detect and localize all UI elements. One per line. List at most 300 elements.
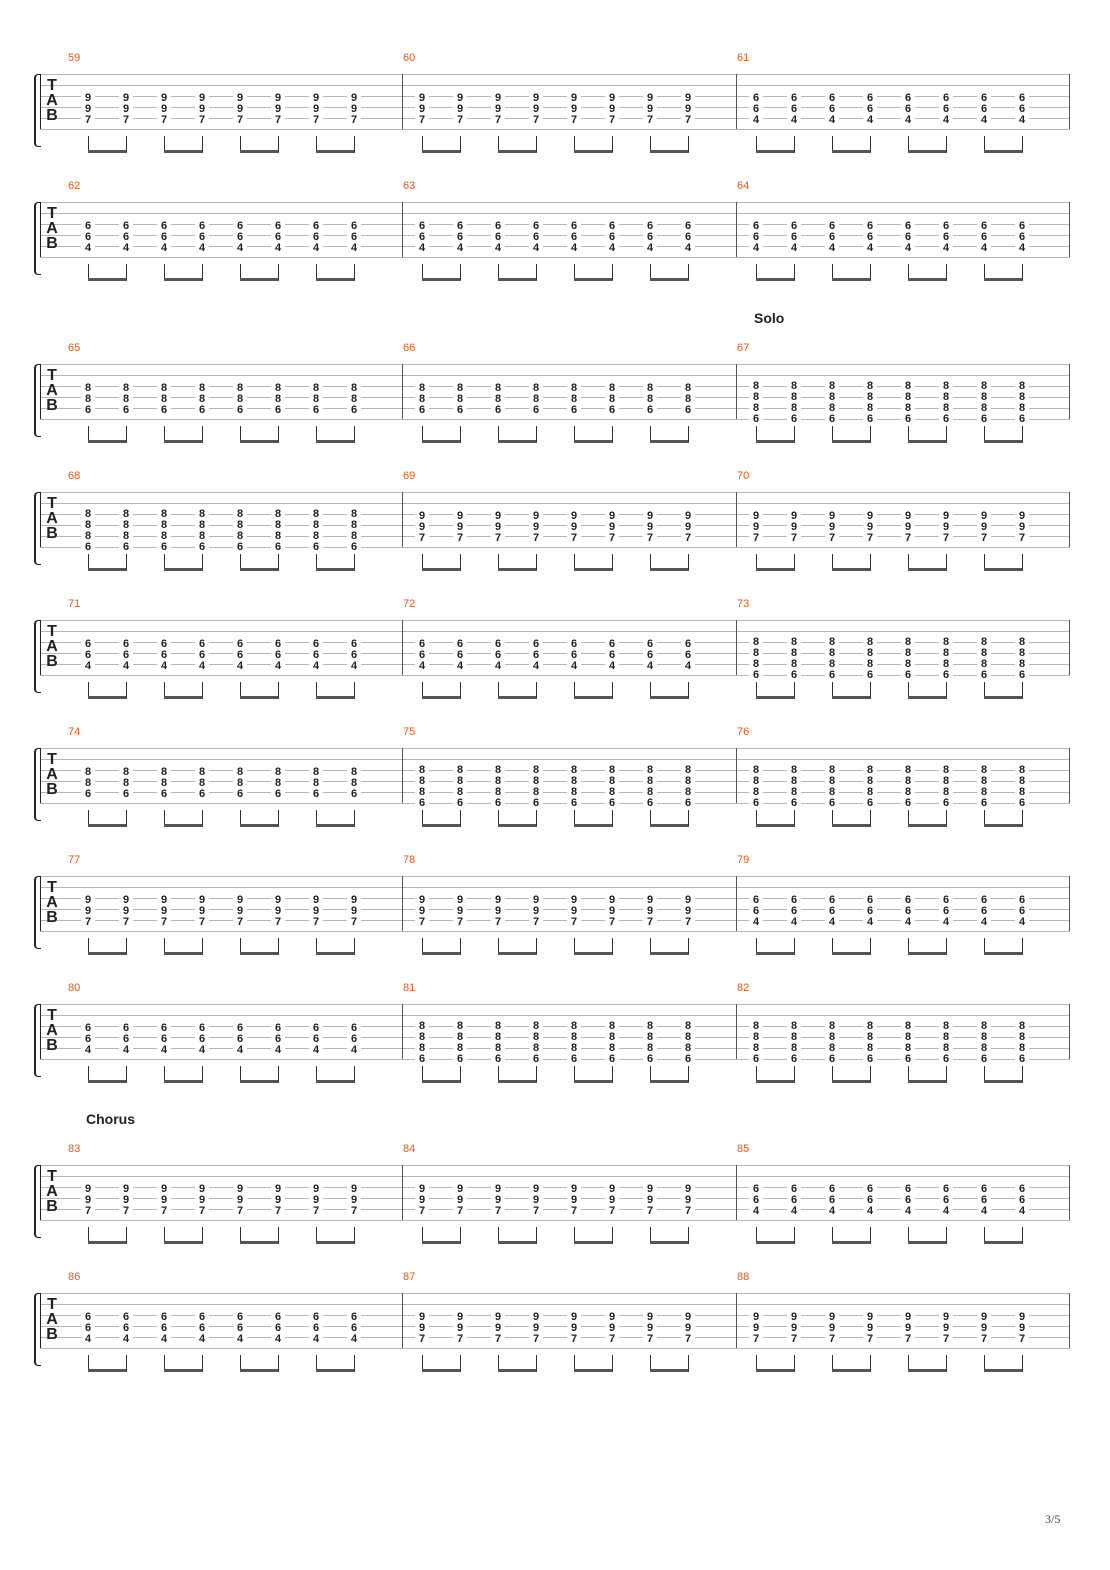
fret-number: 9 xyxy=(415,1184,429,1195)
fret-number: 7 xyxy=(81,1206,95,1217)
eighth-beam xyxy=(88,952,127,955)
fret-number: 6 xyxy=(1015,1184,1029,1195)
fret-number: 9 xyxy=(529,906,543,917)
fret-number: 7 xyxy=(233,1206,247,1217)
measure-number: 62 xyxy=(68,180,81,192)
fret-number: 8 xyxy=(939,392,953,403)
fret-number: 6 xyxy=(749,798,763,809)
fret-number: 4 xyxy=(863,917,877,928)
fret-number: 9 xyxy=(977,1323,991,1334)
fret-number: 8 xyxy=(825,403,839,414)
eighth-beam xyxy=(832,824,871,827)
fret-number: 9 xyxy=(157,1184,171,1195)
eighth-beam xyxy=(832,696,871,699)
fret-number: 6 xyxy=(825,906,839,917)
note-stem xyxy=(946,1355,947,1371)
measure-number: 81 xyxy=(403,982,416,994)
fret-number: 8 xyxy=(787,765,801,776)
tab-clef-letter: T xyxy=(47,495,57,512)
eighth-beam xyxy=(422,1369,461,1372)
fret-number: 9 xyxy=(643,93,657,104)
fret-number: 4 xyxy=(415,661,429,672)
fret-number: 9 xyxy=(863,1312,877,1323)
fret-number: 7 xyxy=(491,917,505,928)
fret-number: 6 xyxy=(787,414,801,425)
fret-number: 8 xyxy=(81,383,95,394)
fret-number: 4 xyxy=(825,243,839,254)
fret-number: 8 xyxy=(787,776,801,787)
eighth-beam xyxy=(650,568,689,571)
fret-number: 9 xyxy=(195,895,209,906)
barline xyxy=(1069,202,1070,257)
eighth-beam xyxy=(832,568,871,571)
fret-number: 9 xyxy=(681,906,695,917)
fret-number: 6 xyxy=(415,232,429,243)
tab-staff xyxy=(40,982,1070,1065)
fret-number: 6 xyxy=(415,1054,429,1065)
eighth-beam xyxy=(422,278,461,281)
note-stem xyxy=(460,938,461,954)
measure-number: 82 xyxy=(737,982,750,994)
fret-number: 6 xyxy=(529,798,543,809)
fret-number: 9 xyxy=(453,93,467,104)
fret-number: 6 xyxy=(681,798,695,809)
fret-number: 6 xyxy=(119,1312,133,1323)
eighth-beam xyxy=(240,568,279,571)
eighth-beam xyxy=(316,278,355,281)
fret-number: 9 xyxy=(81,1195,95,1206)
fret-number: 6 xyxy=(347,1023,361,1034)
note-stem xyxy=(688,136,689,152)
fret-number: 8 xyxy=(119,778,133,789)
fret-number: 6 xyxy=(681,221,695,232)
note-stem xyxy=(612,1355,613,1371)
tab-clef-letter: A xyxy=(46,894,58,911)
fret-number: 9 xyxy=(157,906,171,917)
eighth-beam xyxy=(316,696,355,699)
fret-number: 8 xyxy=(309,520,323,531)
note-stem xyxy=(1022,938,1023,954)
fret-number: 9 xyxy=(901,511,915,522)
fret-number: 4 xyxy=(605,243,619,254)
tab-clef-letter: A xyxy=(46,1183,58,1200)
fret-number: 8 xyxy=(749,403,763,414)
fret-number: 8 xyxy=(901,392,915,403)
fret-number: 9 xyxy=(119,1184,133,1195)
note-stem xyxy=(202,264,203,280)
tab-clef-letter: A xyxy=(46,92,58,109)
fret-number: 8 xyxy=(825,648,839,659)
fret-number: 9 xyxy=(529,1312,543,1323)
fret-number: 9 xyxy=(271,1184,285,1195)
fret-number: 7 xyxy=(681,917,695,928)
fret-number: 8 xyxy=(567,1032,581,1043)
note-stem xyxy=(688,1355,689,1371)
fret-number: 8 xyxy=(643,1021,657,1032)
fret-number: 7 xyxy=(643,1334,657,1345)
fret-number: 8 xyxy=(939,659,953,670)
fret-number: 4 xyxy=(939,917,953,928)
fret-number: 7 xyxy=(415,533,429,544)
fret-number: 8 xyxy=(529,787,543,798)
fret-number: 6 xyxy=(567,798,581,809)
barline xyxy=(402,876,403,931)
fret-number: 6 xyxy=(643,639,657,650)
fret-number: 9 xyxy=(81,93,95,104)
fret-number: 6 xyxy=(567,221,581,232)
fret-number: 8 xyxy=(157,509,171,520)
barline xyxy=(402,364,403,419)
note-stem xyxy=(126,1355,127,1371)
fret-number: 6 xyxy=(453,639,467,650)
fret-number: 6 xyxy=(491,798,505,809)
fret-number: 7 xyxy=(787,1334,801,1345)
fret-number: 8 xyxy=(415,776,429,787)
eighth-beam xyxy=(574,150,613,153)
fret-number: 6 xyxy=(1015,1195,1029,1206)
fret-number: 9 xyxy=(453,895,467,906)
fret-number: 4 xyxy=(825,115,839,126)
fret-number: 6 xyxy=(81,1312,95,1323)
fret-number: 9 xyxy=(453,522,467,533)
fret-number: 8 xyxy=(643,394,657,405)
fret-number: 8 xyxy=(681,1043,695,1054)
fret-number: 6 xyxy=(863,1054,877,1065)
fret-number: 9 xyxy=(119,906,133,917)
string-line xyxy=(40,129,1070,130)
fret-number: 9 xyxy=(347,1184,361,1195)
fret-number: 9 xyxy=(453,1323,467,1334)
string-line xyxy=(40,1176,1070,1177)
note-stem xyxy=(946,682,947,698)
fret-number: 8 xyxy=(233,520,247,531)
page-number: 3/5 xyxy=(1045,1512,1061,1526)
fret-number: 6 xyxy=(939,232,953,243)
fret-number: 7 xyxy=(977,1334,991,1345)
fret-number: 6 xyxy=(939,895,953,906)
fret-number: 9 xyxy=(119,895,133,906)
fret-number: 7 xyxy=(681,533,695,544)
note-stem xyxy=(354,554,355,570)
eighth-beam xyxy=(498,440,537,443)
string-line xyxy=(40,492,1070,493)
fret-number: 9 xyxy=(977,1312,991,1323)
note-stem xyxy=(126,554,127,570)
fret-number: 9 xyxy=(1015,1323,1029,1334)
fret-number: 8 xyxy=(681,1032,695,1043)
fret-number: 8 xyxy=(901,659,915,670)
fret-number: 9 xyxy=(415,1195,429,1206)
fret-number: 6 xyxy=(643,221,657,232)
fret-number: 6 xyxy=(415,650,429,661)
fret-number: 8 xyxy=(825,765,839,776)
fret-number: 4 xyxy=(1015,115,1029,126)
eighth-beam xyxy=(316,440,355,443)
fret-number: 9 xyxy=(491,104,505,115)
fret-number: 6 xyxy=(271,650,285,661)
string-line xyxy=(40,1059,1070,1060)
string-line xyxy=(40,620,1070,621)
fret-number: 6 xyxy=(347,650,361,661)
barline xyxy=(736,74,737,129)
tab-staff xyxy=(40,854,1070,931)
measure-number: 88 xyxy=(737,1271,750,1283)
fret-number: 8 xyxy=(939,776,953,787)
eighth-beam xyxy=(422,1080,461,1083)
eighth-beam xyxy=(498,696,537,699)
fret-number: 8 xyxy=(529,765,543,776)
note-stem xyxy=(460,264,461,280)
eighth-beam xyxy=(316,1369,355,1372)
fret-number: 7 xyxy=(529,1334,543,1345)
fret-number: 8 xyxy=(605,1043,619,1054)
eighth-beam xyxy=(88,1369,127,1372)
eighth-beam xyxy=(756,1369,795,1372)
fret-number: 8 xyxy=(415,1021,429,1032)
barline xyxy=(40,876,41,931)
fret-number: 6 xyxy=(233,1034,247,1045)
fret-number: 9 xyxy=(1015,522,1029,533)
fret-number: 6 xyxy=(233,789,247,800)
string-line xyxy=(40,759,1070,760)
fret-number: 4 xyxy=(271,661,285,672)
measure-number: 61 xyxy=(737,52,750,64)
string-line xyxy=(40,1004,1070,1005)
fret-number: 8 xyxy=(233,394,247,405)
note-stem xyxy=(278,682,279,698)
tab-clef-letter: B xyxy=(46,909,58,926)
fret-number: 8 xyxy=(863,403,877,414)
eighth-beam xyxy=(164,952,203,955)
fret-number: 8 xyxy=(787,1021,801,1032)
fret-number: 9 xyxy=(233,93,247,104)
fret-number: 9 xyxy=(119,1195,133,1206)
fret-number: 6 xyxy=(309,650,323,661)
fret-number: 6 xyxy=(977,895,991,906)
eighth-beam xyxy=(984,952,1023,955)
barline xyxy=(1069,492,1070,547)
fret-number: 8 xyxy=(1015,392,1029,403)
measure-number: 65 xyxy=(68,342,81,354)
barline xyxy=(40,364,41,419)
fret-number: 8 xyxy=(157,767,171,778)
fret-number: 4 xyxy=(681,243,695,254)
fret-number: 8 xyxy=(825,659,839,670)
fret-number: 8 xyxy=(309,509,323,520)
fret-number: 6 xyxy=(977,93,991,104)
fret-number: 9 xyxy=(681,1312,695,1323)
eighth-beam xyxy=(756,1241,795,1244)
measure-number: 72 xyxy=(403,598,416,610)
fret-number: 9 xyxy=(567,1195,581,1206)
fret-number: 7 xyxy=(1015,1334,1029,1345)
fret-number: 6 xyxy=(749,232,763,243)
fret-number: 7 xyxy=(863,533,877,544)
fret-number: 9 xyxy=(415,93,429,104)
barline xyxy=(1069,74,1070,129)
fret-number: 9 xyxy=(347,895,361,906)
fret-number: 8 xyxy=(309,394,323,405)
fret-number: 4 xyxy=(491,661,505,672)
note-stem xyxy=(126,682,127,698)
eighth-beam xyxy=(498,1369,537,1372)
eighth-beam xyxy=(908,1241,947,1244)
fret-number: 4 xyxy=(939,243,953,254)
fret-number: 8 xyxy=(977,637,991,648)
fret-number: 6 xyxy=(977,1054,991,1065)
fret-number: 6 xyxy=(157,1312,171,1323)
eighth-beam xyxy=(984,824,1023,827)
string-line xyxy=(40,1304,1070,1305)
fret-number: 8 xyxy=(977,659,991,670)
fret-number: 8 xyxy=(901,1021,915,1032)
fret-number: 8 xyxy=(1015,659,1029,670)
eighth-beam xyxy=(574,1241,613,1244)
measure-number: 64 xyxy=(737,180,750,192)
fret-number: 8 xyxy=(453,383,467,394)
fret-number: 8 xyxy=(787,1032,801,1043)
fret-number: 8 xyxy=(119,520,133,531)
fret-number: 8 xyxy=(453,1021,467,1032)
fret-number: 6 xyxy=(901,221,915,232)
fret-number: 8 xyxy=(491,765,505,776)
fret-number: 6 xyxy=(195,1023,209,1034)
note-stem xyxy=(278,810,279,826)
eighth-beam xyxy=(756,568,795,571)
note-stem xyxy=(460,810,461,826)
fret-number: 6 xyxy=(309,1312,323,1323)
fret-number: 6 xyxy=(271,1023,285,1034)
fret-number: 9 xyxy=(863,1323,877,1334)
fret-number: 9 xyxy=(81,1184,95,1195)
fret-number: 6 xyxy=(787,232,801,243)
fret-number: 6 xyxy=(787,906,801,917)
fret-number: 9 xyxy=(453,511,467,522)
fret-number: 8 xyxy=(825,1032,839,1043)
fret-number: 8 xyxy=(901,776,915,787)
fret-number: 9 xyxy=(491,1312,505,1323)
fret-number: 8 xyxy=(939,637,953,648)
fret-number: 6 xyxy=(491,1054,505,1065)
fret-number: 7 xyxy=(491,1206,505,1217)
fret-number: 8 xyxy=(1015,776,1029,787)
fret-number: 9 xyxy=(119,93,133,104)
eighth-beam xyxy=(574,696,613,699)
fret-number: 4 xyxy=(749,917,763,928)
fret-number: 6 xyxy=(749,670,763,681)
note-stem xyxy=(688,938,689,954)
fret-number: 9 xyxy=(491,1184,505,1195)
fret-number: 8 xyxy=(119,767,133,778)
string-line xyxy=(40,1348,1070,1349)
fret-number: 6 xyxy=(347,221,361,232)
barline xyxy=(736,1165,737,1220)
fret-number: 8 xyxy=(453,394,467,405)
fret-number: 7 xyxy=(415,115,429,126)
fret-number: 6 xyxy=(1015,906,1029,917)
fret-number: 9 xyxy=(605,1195,619,1206)
fret-number: 9 xyxy=(81,104,95,115)
eighth-beam xyxy=(832,278,871,281)
eighth-beam xyxy=(650,824,689,827)
note-stem xyxy=(794,938,795,954)
eighth-beam xyxy=(316,1080,355,1083)
fret-number: 6 xyxy=(977,1184,991,1195)
fret-number: 4 xyxy=(233,243,247,254)
measure-number: 87 xyxy=(403,1271,416,1283)
fret-number: 8 xyxy=(643,383,657,394)
fret-number: 6 xyxy=(643,798,657,809)
tab-clef-letter: B xyxy=(46,781,58,798)
fret-number: 6 xyxy=(825,104,839,115)
fret-number: 8 xyxy=(81,767,95,778)
fret-number: 6 xyxy=(491,405,505,416)
tab-clef-letter: T xyxy=(47,1168,57,1185)
eighth-beam xyxy=(832,440,871,443)
note-stem xyxy=(354,1355,355,1371)
eighth-beam xyxy=(832,150,871,153)
eighth-beam xyxy=(88,824,127,827)
fret-number: 8 xyxy=(863,659,877,670)
fret-number: 8 xyxy=(901,381,915,392)
note-stem xyxy=(870,554,871,570)
fret-number: 9 xyxy=(195,104,209,115)
eighth-beam xyxy=(908,824,947,827)
eighth-beam xyxy=(422,952,461,955)
fret-number: 8 xyxy=(567,1043,581,1054)
fret-number: 8 xyxy=(195,520,209,531)
eighth-beam xyxy=(574,440,613,443)
fret-number: 7 xyxy=(453,1206,467,1217)
fret-number: 7 xyxy=(529,533,543,544)
fret-number: 9 xyxy=(233,1184,247,1195)
fret-number: 4 xyxy=(453,661,467,672)
fret-number: 8 xyxy=(119,383,133,394)
fret-number: 9 xyxy=(529,93,543,104)
fret-number: 8 xyxy=(863,765,877,776)
tab-clef-letter: B xyxy=(46,653,58,670)
fret-number: 6 xyxy=(863,414,877,425)
fret-number: 6 xyxy=(529,232,543,243)
fret-number: 9 xyxy=(681,93,695,104)
eighth-beam xyxy=(908,440,947,443)
fret-number: 6 xyxy=(529,650,543,661)
eighth-beam xyxy=(498,952,537,955)
fret-number: 8 xyxy=(749,381,763,392)
fret-number: 9 xyxy=(453,906,467,917)
fret-number: 6 xyxy=(119,650,133,661)
fret-number: 8 xyxy=(1015,1021,1029,1032)
note-stem xyxy=(202,1355,203,1371)
measure-number: 73 xyxy=(737,598,750,610)
fret-number: 6 xyxy=(787,670,801,681)
eighth-beam xyxy=(164,150,203,153)
fret-number: 7 xyxy=(195,917,209,928)
measure-number: 76 xyxy=(737,726,750,738)
tab-clef-letter: A xyxy=(46,382,58,399)
fret-number: 6 xyxy=(195,789,209,800)
fret-number: 8 xyxy=(939,787,953,798)
fret-number: 4 xyxy=(309,661,323,672)
fret-number: 6 xyxy=(643,1054,657,1065)
fret-number: 8 xyxy=(119,509,133,520)
eighth-beam xyxy=(984,1080,1023,1083)
fret-number: 6 xyxy=(81,221,95,232)
fret-number: 6 xyxy=(681,232,695,243)
fret-number: 9 xyxy=(681,104,695,115)
fret-number: 8 xyxy=(749,392,763,403)
tab-clef-letter: T xyxy=(47,879,57,896)
